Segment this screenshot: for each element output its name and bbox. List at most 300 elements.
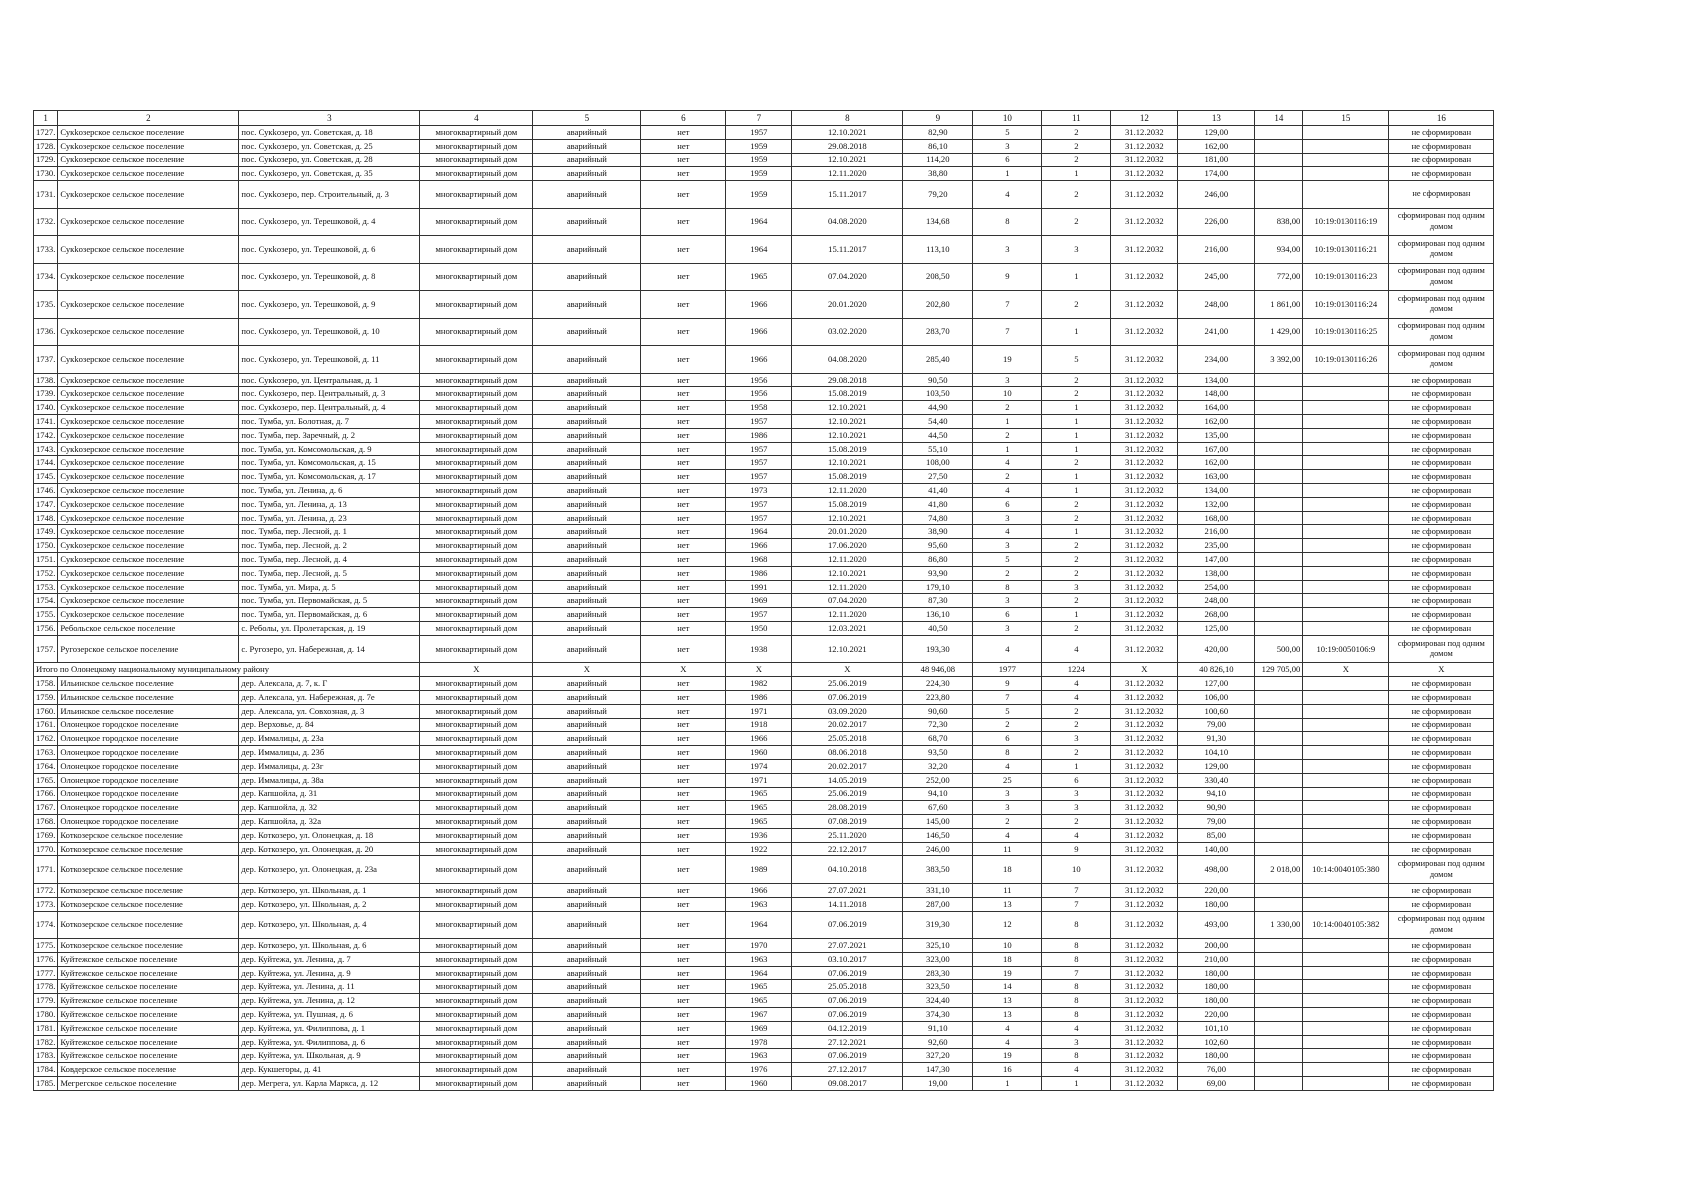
building-type-cell: многоквартирный дом [420, 635, 533, 663]
address-cell: пос. Сукkoзеро, ул. Терешковой, д. 10 [239, 318, 420, 346]
land-area-cell: 1 861,00 [1255, 291, 1303, 319]
plan-date-cell: 31.12.2032 [1111, 952, 1178, 966]
recognition-date-cell: 22.12.2017 [792, 842, 903, 856]
condition-cell: аварийный [533, 318, 641, 346]
address-cell: пос. Сукkoзеро, пер. Строительный, д. 3 [239, 181, 420, 209]
table-row [34, 525, 1494, 539]
address-cell: пос. Тумба, ул. Комсомольская, д. 17 [239, 470, 420, 484]
table-row [34, 952, 1494, 966]
cost-cell: 104,10 [1178, 746, 1255, 760]
address-cell: дер. Куйтежа, ул. Школьная, д. 9 [239, 1049, 420, 1063]
building-type-cell: многоквартирный дом [420, 401, 533, 415]
flats-cell: 1 [1042, 167, 1111, 181]
cost-cell: 69,00 [1178, 1077, 1255, 1091]
year-cell: 1963 [726, 897, 792, 911]
row-number: 1760. [34, 704, 58, 718]
plan-date-cell: 31.12.2032 [1111, 291, 1178, 319]
settlement-cell: Сукkoзерское сельское поселение [58, 525, 239, 539]
building-type-cell: многоквартирный дом [420, 167, 533, 181]
settlement-cell: Сукkoзерское сельское поселение [58, 153, 239, 167]
address-cell: дер. Коткозеро, ул. Олонецкая, д. 23а [239, 856, 420, 884]
land-area-cell: 1 330,00 [1255, 911, 1303, 939]
cadastral-number-cell [1303, 1063, 1389, 1077]
recognition-date-cell: 04.10.2018 [792, 856, 903, 884]
cost-cell: 134,00 [1178, 484, 1255, 498]
settlement-cell: Олонецкое городское поселение [58, 773, 239, 787]
settlement-cell: Куйтежское сельское поселение [58, 980, 239, 994]
row-number: 1735. [34, 291, 58, 319]
row-number: 1736. [34, 318, 58, 346]
plan-date-cell: 31.12.2032 [1111, 1049, 1178, 1063]
plan-date-cell: 31.12.2032 [1111, 153, 1178, 167]
cost-cell: 498,00 [1178, 856, 1255, 884]
land-area-cell: 2 018,00 [1255, 856, 1303, 884]
cadastral-number-cell [1303, 815, 1389, 829]
building-type-cell: многоквартирный дом [420, 994, 533, 1008]
building-type-cell: многоквартирный дом [420, 566, 533, 580]
address-cell: дер. Верховье, д. 84 [239, 718, 420, 732]
row-number: 1784. [34, 1063, 58, 1077]
recognition-date-cell: 04.08.2020 [792, 346, 903, 374]
address-cell: пос. Сукkoзеро, ул. Терешковой, д. 11 [239, 346, 420, 374]
flag-cell: нет [641, 1063, 726, 1077]
residents-cell: 3 [973, 622, 1042, 636]
land-area-cell: 838,00 [1255, 208, 1303, 236]
flag-cell: нет [641, 511, 726, 525]
year-cell: 1958 [726, 401, 792, 415]
flag-cell: нет [641, 966, 726, 980]
land-status-cell: не сформирован [1389, 883, 1494, 897]
condition-cell: аварийный [533, 952, 641, 966]
table-row [34, 553, 1494, 567]
condition-cell: аварийный [533, 1049, 641, 1063]
settlement-cell: Сукkoзерское сельское поселение [58, 539, 239, 553]
recognition-date-cell: 25.05.2018 [792, 980, 903, 994]
cost-cell: 174,00 [1178, 167, 1255, 181]
residents-cell: 3 [973, 801, 1042, 815]
building-type-cell: многоквартирный дом [420, 842, 533, 856]
land-area-cell [1255, 746, 1303, 760]
cost-cell: 248,00 [1178, 594, 1255, 608]
table-row [34, 511, 1494, 525]
flats-cell: 2 [1042, 566, 1111, 580]
address-cell: дер. Коткозеро, ул. Олонецкая, д. 20 [239, 842, 420, 856]
area-cell: 383,50 [903, 856, 973, 884]
area-cell: 224,30 [903, 677, 973, 691]
residents-cell: 2 [973, 718, 1042, 732]
address-cell: дер. Куйтежа, ул. Ленина, д. 11 [239, 980, 420, 994]
land-area-cell [1255, 952, 1303, 966]
residents-cell: 5 [973, 553, 1042, 567]
cadastral-number-cell [1303, 828, 1389, 842]
table-row [34, 139, 1494, 153]
recognition-date-cell: 12.10.2021 [792, 401, 903, 415]
table-row [34, 415, 1494, 429]
residents-cell: 3 [973, 787, 1042, 801]
row-number: 1756. [34, 622, 58, 636]
flats-cell: 2 [1042, 126, 1111, 140]
flag-cell: нет [641, 1049, 726, 1063]
plan-date-cell: 31.12.2032 [1111, 566, 1178, 580]
building-type-cell: многоквартирный дом [420, 718, 533, 732]
plan-date-cell: 31.12.2032 [1111, 497, 1178, 511]
land-area-cell [1255, 401, 1303, 415]
condition-cell: аварийный [533, 773, 641, 787]
table-row [34, 153, 1494, 167]
building-type-cell: многоквартирный дом [420, 1049, 533, 1063]
row-number: 1733. [34, 236, 58, 264]
cost-cell: 180,00 [1178, 897, 1255, 911]
recognition-date-cell: 12.03.2021 [792, 622, 903, 636]
area-cell: 90,60 [903, 704, 973, 718]
cost-cell: 147,00 [1178, 553, 1255, 567]
land-area-cell [1255, 1049, 1303, 1063]
area-cell: 287,00 [903, 897, 973, 911]
residents-cell: 4 [973, 181, 1042, 209]
area-cell: 82,90 [903, 126, 973, 140]
land-status-cell: не сформирован [1389, 608, 1494, 622]
condition-cell: аварийный [533, 539, 641, 553]
cadastral-number-cell [1303, 1035, 1389, 1049]
building-type-cell: многоквартирный дом [420, 677, 533, 691]
recognition-date-cell: 12.10.2021 [792, 428, 903, 442]
address-cell: пос. Тумба, ул. Ленина, д. 23 [239, 511, 420, 525]
flats-cell: 7 [1042, 966, 1111, 980]
address-cell: пос. Тумба, ул. Комсомольская, д. 15 [239, 456, 420, 470]
condition-cell: аварийный [533, 208, 641, 236]
total-flats-cell: 1224 [1042, 663, 1111, 677]
row-number: 1744. [34, 456, 58, 470]
settlement-cell: Олонецкое городское поселение [58, 718, 239, 732]
condition-cell: аварийный [533, 167, 641, 181]
row-number: 1741. [34, 415, 58, 429]
flats-cell: 2 [1042, 622, 1111, 636]
building-type-cell: многоквартирный дом [420, 815, 533, 829]
year-cell: 1974 [726, 759, 792, 773]
year-cell: 1960 [726, 1077, 792, 1091]
row-number: 1773. [34, 897, 58, 911]
row-number: 1732. [34, 208, 58, 236]
plan-date-cell: 31.12.2032 [1111, 263, 1178, 291]
land-status-cell: не сформирован [1389, 677, 1494, 691]
year-cell: 1965 [726, 815, 792, 829]
plan-date-cell: 31.12.2032 [1111, 428, 1178, 442]
plan-date-cell: 31.12.2032 [1111, 773, 1178, 787]
address-cell: пос. Сукkoзеро, пер. Центральный, д. 4 [239, 401, 420, 415]
area-cell: 323,00 [903, 952, 973, 966]
settlement-cell: Олонецкое городское поселение [58, 815, 239, 829]
land-area-cell [1255, 373, 1303, 387]
table-row [34, 291, 1494, 319]
year-cell: 1957 [726, 456, 792, 470]
row-number: 1749. [34, 525, 58, 539]
building-type-cell: многоквартирный дом [420, 746, 533, 760]
flats-cell: 3 [1042, 787, 1111, 801]
settlement-cell: Сукkoзерское сельское поселение [58, 497, 239, 511]
land-area-cell: 3 392,00 [1255, 346, 1303, 374]
flag-cell: нет [641, 470, 726, 484]
residents-cell: 4 [973, 635, 1042, 663]
cadastral-number-cell [1303, 718, 1389, 732]
column-number: 6 [641, 111, 726, 126]
settlement-cell: Сукkoзерское сельское поселение [58, 263, 239, 291]
flag-cell: нет [641, 456, 726, 470]
emergency-housing-table [33, 110, 1494, 1091]
column-number: 3 [239, 111, 420, 126]
address-cell: дер. Куйтежа, ул. Ленина, д. 7 [239, 952, 420, 966]
row-number: 1729. [34, 153, 58, 167]
condition-cell: аварийный [533, 704, 641, 718]
residents-cell: 11 [973, 883, 1042, 897]
column-number: 2 [58, 111, 239, 126]
land-area-cell [1255, 1063, 1303, 1077]
land-status-cell: не сформирован [1389, 1021, 1494, 1035]
row-number: 1767. [34, 801, 58, 815]
residents-cell: 7 [973, 318, 1042, 346]
area-cell: 41,80 [903, 497, 973, 511]
land-status-cell: не сформирован [1389, 387, 1494, 401]
cost-cell: 91,30 [1178, 732, 1255, 746]
table-row [34, 1035, 1494, 1049]
land-status-cell: не сформирован [1389, 952, 1494, 966]
recognition-date-cell: 07.06.2019 [792, 1008, 903, 1022]
flats-cell: 2 [1042, 456, 1111, 470]
plan-date-cell: 31.12.2032 [1111, 911, 1178, 939]
cost-cell: 162,00 [1178, 456, 1255, 470]
cadastral-number-cell [1303, 897, 1389, 911]
land-status-cell: не сформирован [1389, 594, 1494, 608]
residents-cell: 2 [973, 428, 1042, 442]
flats-cell: 8 [1042, 1049, 1111, 1063]
plan-date-cell: 31.12.2032 [1111, 897, 1178, 911]
plan-date-cell: 31.12.2032 [1111, 980, 1178, 994]
row-number: 1730. [34, 167, 58, 181]
recognition-date-cell: 12.11.2020 [792, 608, 903, 622]
condition-cell: аварийный [533, 401, 641, 415]
area-cell: 93,90 [903, 566, 973, 580]
cadastral-number-cell [1303, 511, 1389, 525]
row-number: 1740. [34, 401, 58, 415]
plan-date-cell: 31.12.2032 [1111, 883, 1178, 897]
land-status-cell: не сформирован [1389, 470, 1494, 484]
land-status-cell: не сформирован [1389, 1077, 1494, 1091]
residents-cell: 8 [973, 746, 1042, 760]
area-cell: 147,30 [903, 1063, 973, 1077]
cost-cell: 241,00 [1178, 318, 1255, 346]
recognition-date-cell: 17.06.2020 [792, 539, 903, 553]
flag-cell: нет [641, 1008, 726, 1022]
land-area-cell [1255, 980, 1303, 994]
cost-cell: 220,00 [1178, 883, 1255, 897]
recognition-date-cell: 07.06.2019 [792, 1049, 903, 1063]
residents-cell: 8 [973, 208, 1042, 236]
building-type-cell: многоквартирный дом [420, 497, 533, 511]
residents-cell: 19 [973, 346, 1042, 374]
column-number: 12 [1111, 111, 1178, 126]
building-type-cell: многоквартирный дом [420, 883, 533, 897]
flag-cell: нет [641, 291, 726, 319]
cost-cell: 129,00 [1178, 126, 1255, 140]
land-area-cell [1255, 139, 1303, 153]
land-area-cell [1255, 939, 1303, 953]
residents-cell: 3 [973, 594, 1042, 608]
address-cell: дер. Куйтежа, ул. Ленина, д. 9 [239, 966, 420, 980]
area-cell: 114,20 [903, 153, 973, 167]
land-area-cell [1255, 815, 1303, 829]
plan-date-cell: 31.12.2032 [1111, 732, 1178, 746]
cost-cell: 168,00 [1178, 511, 1255, 525]
condition-cell: аварийный [533, 1077, 641, 1091]
total-year-cell: X [726, 663, 792, 677]
address-cell: пос. Сукkoзеро, ул. Советская, д. 18 [239, 126, 420, 140]
area-cell: 193,30 [903, 635, 973, 663]
land-area-cell [1255, 167, 1303, 181]
flats-cell: 2 [1042, 704, 1111, 718]
land-area-cell [1255, 470, 1303, 484]
residents-cell: 4 [973, 759, 1042, 773]
flag-cell: нет [641, 387, 726, 401]
recognition-date-cell: 28.08.2019 [792, 801, 903, 815]
row-number: 1738. [34, 373, 58, 387]
row-number: 1779. [34, 994, 58, 1008]
land-status-cell: не сформирован [1389, 484, 1494, 498]
table-row [34, 980, 1494, 994]
row-number: 1763. [34, 746, 58, 760]
land-status-cell: не сформирован [1389, 994, 1494, 1008]
table-row [34, 236, 1494, 264]
flag-cell: нет [641, 1035, 726, 1049]
year-cell: 1956 [726, 387, 792, 401]
land-status-cell: не сформирован [1389, 553, 1494, 567]
land-status-cell: не сформирован [1389, 690, 1494, 704]
building-type-cell: многоквартирный дом [420, 484, 533, 498]
condition-cell: аварийный [533, 1021, 641, 1035]
building-type-cell: многоквартирный дом [420, 126, 533, 140]
plan-date-cell: 31.12.2032 [1111, 1008, 1178, 1022]
cost-cell: 216,00 [1178, 236, 1255, 264]
flag-cell: нет [641, 883, 726, 897]
year-cell: 1966 [726, 346, 792, 374]
area-cell: 32,20 [903, 759, 973, 773]
plan-date-cell: 31.12.2032 [1111, 1063, 1178, 1077]
table-row [34, 566, 1494, 580]
table-row [34, 497, 1494, 511]
year-cell: 1986 [726, 428, 792, 442]
plan-date-cell: 31.12.2032 [1111, 208, 1178, 236]
recognition-date-cell: 07.06.2019 [792, 966, 903, 980]
building-type-cell: многоквартирный дом [420, 594, 533, 608]
cost-cell: 148,00 [1178, 387, 1255, 401]
land-status-cell: не сформирован [1389, 746, 1494, 760]
table-row [34, 677, 1494, 691]
recognition-date-cell: 04.12.2019 [792, 1021, 903, 1035]
residents-cell: 2 [973, 566, 1042, 580]
cost-cell: 248,00 [1178, 291, 1255, 319]
flag-cell: нет [641, 635, 726, 663]
settlement-cell: Сукkoзерское сельское поселение [58, 608, 239, 622]
building-type-cell: многоквартирный дом [420, 525, 533, 539]
land-area-cell [1255, 773, 1303, 787]
building-type-cell: многоквартирный дом [420, 470, 533, 484]
total-status-cell: X [1389, 663, 1494, 677]
condition-cell: аварийный [533, 236, 641, 264]
residents-cell: 7 [973, 291, 1042, 319]
row-number: 1762. [34, 732, 58, 746]
row-number: 1734. [34, 263, 58, 291]
area-cell: 283,70 [903, 318, 973, 346]
table-row [34, 994, 1494, 1008]
residents-cell: 11 [973, 842, 1042, 856]
plan-date-cell: 31.12.2032 [1111, 787, 1178, 801]
cost-cell: 79,00 [1178, 718, 1255, 732]
building-type-cell: многоквартирный дом [420, 1008, 533, 1022]
flag-cell: нет [641, 952, 726, 966]
area-cell: 94,10 [903, 787, 973, 801]
settlement-cell: Сукkoзерское сельское поселение [58, 415, 239, 429]
total-land-area-cell: 129 705,00 [1255, 663, 1303, 677]
flag-cell: нет [641, 428, 726, 442]
settlement-cell: Мегрегское сельское поселение [58, 1077, 239, 1091]
flag-cell: нет [641, 856, 726, 884]
residents-cell: 9 [973, 263, 1042, 291]
cost-cell: 245,00 [1178, 263, 1255, 291]
table-row [34, 939, 1494, 953]
land-area-cell [1255, 1077, 1303, 1091]
flag-cell: нет [641, 580, 726, 594]
recognition-date-cell: 12.10.2021 [792, 566, 903, 580]
settlement-cell: Коткозерское сельское поселение [58, 911, 239, 939]
building-type-cell: многоквартирный дом [420, 208, 533, 236]
flag-cell: нет [641, 815, 726, 829]
building-type-cell: многоквартирный дом [420, 856, 533, 884]
row-number: 1737. [34, 346, 58, 374]
flag-cell: нет [641, 539, 726, 553]
building-type-cell: многоквартирный дом [420, 759, 533, 773]
address-cell: дер. Иммалицы, д. 23а [239, 732, 420, 746]
district-total-text: Итого по Олонецкому национальному муниципальному району [36, 664, 270, 675]
residents-cell: 3 [973, 236, 1042, 264]
land-status-cell: не сформирован [1389, 787, 1494, 801]
area-cell: 325,10 [903, 939, 973, 953]
settlement-cell: Сукkoзерское сельское поселение [58, 181, 239, 209]
land-area-cell [1255, 456, 1303, 470]
row-number: 1777. [34, 966, 58, 980]
address-cell: пос. Сукkoзеро, ул. Центральная, д. 1 [239, 373, 420, 387]
settlement-cell: Сукkoзерское сельское поселение [58, 346, 239, 374]
address-cell: дер. Иммалицы, д. 23г [239, 759, 420, 773]
flag-cell: нет [641, 608, 726, 622]
cadastral-number-cell [1303, 746, 1389, 760]
flats-cell: 2 [1042, 208, 1111, 236]
recognition-date-cell: 07.06.2019 [792, 994, 903, 1008]
plan-date-cell: 31.12.2032 [1111, 994, 1178, 1008]
year-cell: 1970 [726, 939, 792, 953]
cost-cell: 254,00 [1178, 580, 1255, 594]
area-cell: 108,00 [903, 456, 973, 470]
settlement-cell: Сукkoзерское сельское поселение [58, 594, 239, 608]
row-number: 1776. [34, 952, 58, 966]
residents-cell: 8 [973, 580, 1042, 594]
table-row [34, 318, 1494, 346]
table-row [34, 759, 1494, 773]
condition-cell: аварийный [533, 470, 641, 484]
flag-cell: нет [641, 236, 726, 264]
plan-date-cell: 31.12.2032 [1111, 442, 1178, 456]
flats-cell: 5 [1042, 346, 1111, 374]
table-row [34, 622, 1494, 636]
flag-cell: нет [641, 746, 726, 760]
row-number: 1782. [34, 1035, 58, 1049]
